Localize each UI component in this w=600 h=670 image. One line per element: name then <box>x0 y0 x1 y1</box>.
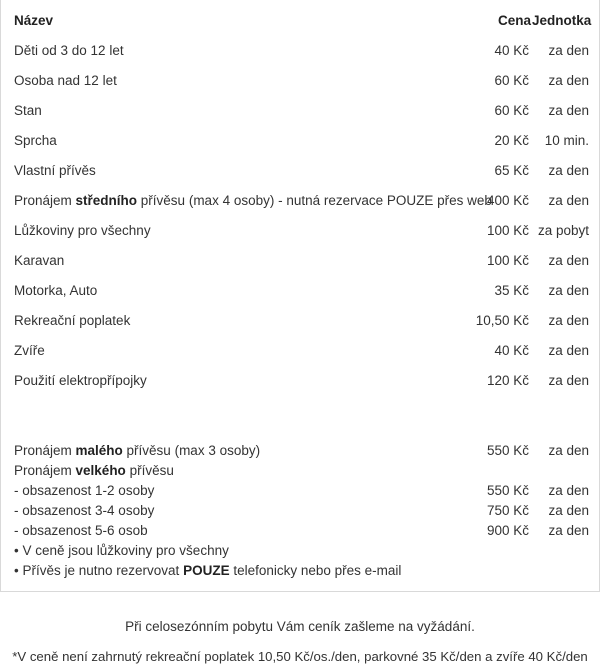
large-trailer-heading <box>1 461 600 481</box>
row-name-emphasis: středního <box>75 193 138 208</box>
row-name: - obsazenost 3-4 osoby <box>14 503 155 518</box>
row-unit: za den <box>548 283 589 298</box>
table-row <box>1 131 600 151</box>
occupancy-row <box>1 521 600 541</box>
row-unit: za den <box>548 483 589 498</box>
row-unit: za den <box>548 373 589 388</box>
row-price: 20 Kč <box>494 133 529 148</box>
row-name: Karavan <box>14 253 65 268</box>
table-row <box>1 161 600 181</box>
row-name: Vlastní přívěs <box>14 163 96 178</box>
table-row <box>1 71 600 91</box>
small-trailer-row <box>1 441 600 461</box>
row-name: Zvíře <box>14 343 45 358</box>
table-row <box>1 101 600 121</box>
row-price: 65 Kč <box>494 163 529 178</box>
table-row <box>1 41 600 61</box>
row-price: 35 Kč <box>494 283 529 298</box>
row-price: 100 Kč <box>486 223 529 238</box>
row-unit: za pobyt <box>537 223 589 238</box>
row-unit: za den <box>548 163 589 178</box>
row-name: Použití elektropřípojky <box>14 373 147 388</box>
table-row <box>1 251 600 271</box>
row-unit: za den <box>548 193 589 208</box>
table-row <box>1 191 600 211</box>
occupancy-row <box>1 501 600 521</box>
row-price: 400 Kč <box>486 193 529 208</box>
row-unit: za den <box>548 343 589 358</box>
row-unit: za den <box>548 253 589 268</box>
row-name: Motorka, Auto <box>14 283 98 298</box>
row-unit: za den <box>548 443 589 458</box>
table-row <box>1 221 600 241</box>
row-price: 550 Kč <box>486 443 529 458</box>
header-price: Cena <box>498 13 532 28</box>
row-name: Stan <box>14 103 42 118</box>
table-row <box>1 371 600 391</box>
row-price: 60 Kč <box>494 103 529 118</box>
row-unit: za den <box>548 43 589 58</box>
note-emphasis: POUZE <box>183 563 230 578</box>
row-unit: za den <box>548 313 589 328</box>
row-unit: za den <box>548 523 589 538</box>
row-name: Rekreační poplatek <box>14 313 131 328</box>
row-price: 40 Kč <box>494 343 529 358</box>
occupancy-row <box>1 481 600 501</box>
table-row <box>1 341 600 361</box>
note-text: • Přívěs je nutno rezervovat POUZE telefonicky nebo přes e-mail <box>14 563 402 578</box>
row-unit: 10 min. <box>544 133 589 148</box>
table-row <box>1 281 600 301</box>
table-header <box>1 11 600 31</box>
row-price: 550 Kč <box>486 483 529 498</box>
header-unit: Jednotka <box>532 13 592 28</box>
row-name: Děti od 3 do 12 let <box>14 43 124 58</box>
bedding-note <box>1 541 600 561</box>
row-unit: za den <box>548 73 589 88</box>
row-name: Pronájem velkého přívěsu <box>14 463 174 478</box>
row-price: 60 Kč <box>494 73 529 88</box>
row-price: 40 Kč <box>494 43 529 58</box>
row-name: Pronájem středního přívěsu (max 4 osoby) - nutná rezervace POUZE přes web <box>14 193 492 208</box>
row-price: 900 Kč <box>486 523 529 538</box>
row-name-emphasis: velkého <box>75 463 126 478</box>
header-name: Název <box>14 13 54 28</box>
table-row <box>1 311 600 331</box>
reservation-note <box>1 561 600 581</box>
row-price: 100 Kč <box>486 253 529 268</box>
row-price: 10,50 Kč <box>475 313 529 328</box>
row-name: Lůžkoviny pro všechny <box>14 223 151 238</box>
note-text: • V ceně jsou lůžkoviny pro všechny <box>14 543 229 558</box>
row-unit: za den <box>548 503 589 518</box>
row-unit: za den <box>548 103 589 118</box>
row-name: - obsazenost 1-2 osoby <box>14 483 155 498</box>
row-price: 120 Kč <box>486 373 529 388</box>
row-name-emphasis: malého <box>75 443 123 458</box>
season-note: Při celosezónním pobytu Vám ceník zašleme na vyžádání. <box>125 619 475 634</box>
row-name: Pronájem malého přívěsu (max 3 osoby) <box>14 443 261 458</box>
row-price: 750 Kč <box>486 503 529 518</box>
row-name: - obsazenost 5-6 osob <box>14 523 148 538</box>
row-name: Osoba nad 12 let <box>14 73 117 88</box>
row-name: Sprcha <box>14 133 57 148</box>
fees-note: *V ceně není zahrnutý rekreační poplatek 10,50 Kč/os./den, parkovné 35 Kč/den a zvíře 40 Kč/den <box>12 649 588 664</box>
